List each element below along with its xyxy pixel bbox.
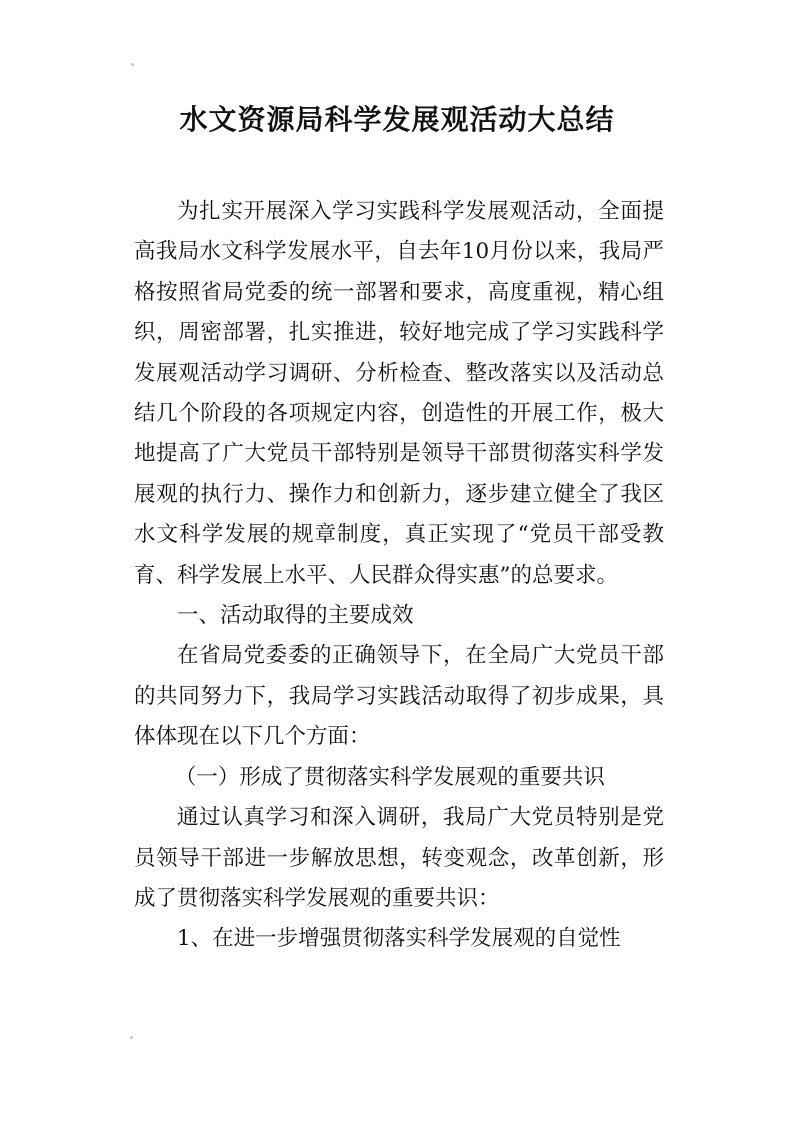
section-1-paragraph: 在省局党委委的正确领导下，在全局广大党员干部的共同努力下，我局学习实践活动取得了初步成果，具体体现在以下几个方面：	[134, 643, 664, 750]
subsection-1-paragraph: 通过认真学习和深入调研，我局广大党员特别是党员领导干部进一步解放思想，转变观念，改革创新，形成了贯彻落实科学发展观的重要共识：	[134, 805, 664, 911]
item-1-heading: 1、在进一步增强贯彻落实科学发展观的自觉性	[177, 926, 621, 952]
scan-speck-bottom	[130, 1036, 133, 1039]
section-1-heading: 一、活动取得的主要成效	[177, 603, 414, 629]
subsection-1-heading: （一）形成了贯彻落实科学发展观的重要共识	[174, 764, 605, 790]
document-title: 水文资源局科学发展观活动大总结	[179, 103, 615, 136]
intro-paragraph: 为扎实开展深入学习实践科学发展观活动，全面提高我局水文科学发展水平，自去年10月份以来，我局严格按照省局党委的统一部署和要求，高度重视，精心组织，周密部署，扎实推进，较好地完成了学习实践科学发展观活动学习调研、分析检查、整改落实以及活动总结几个阶段的各项规定内容，创造性的开展工作，极大地提高了广大党员干部特别是领导干部贯彻落实科学发展观的执行力、操作力和创新力，逐步建立健全了我区水文科学发展的规章制度，真正实现了“党员干部受教育、科学发展上水平、人民群众得实惠”的总要求。	[134, 199, 664, 588]
scan-speck-top	[131, 63, 134, 66]
document-body	[134, 192, 664, 960]
